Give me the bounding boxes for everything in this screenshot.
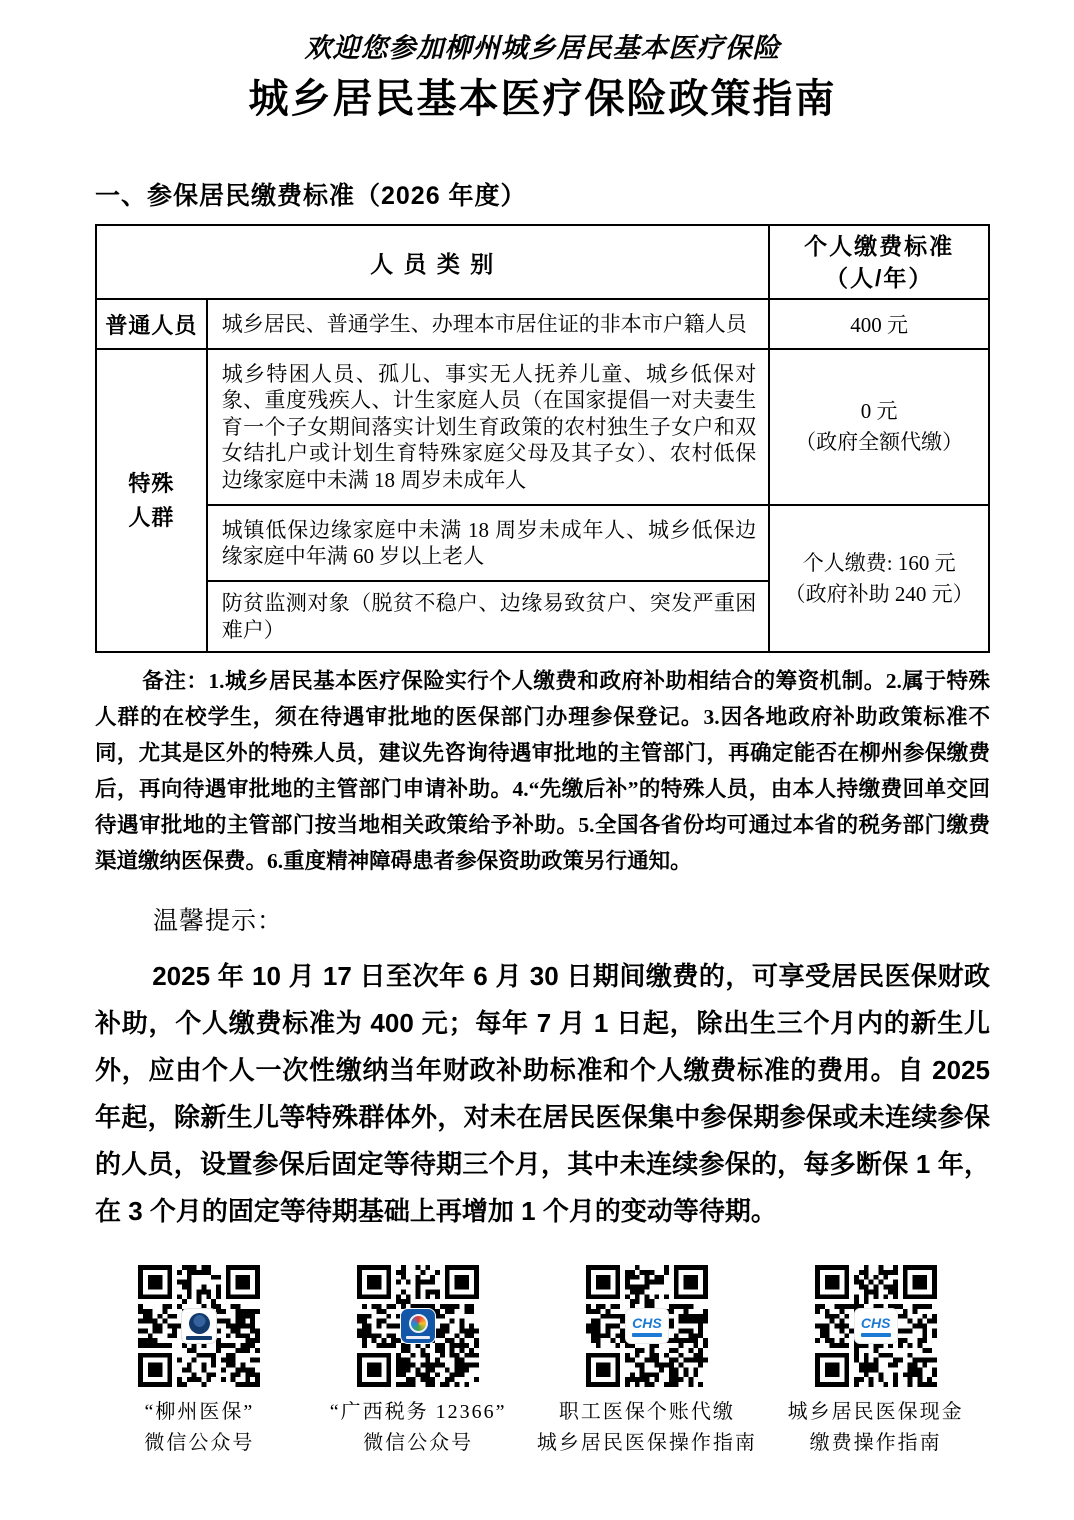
table-row-special-1 bbox=[96, 349, 989, 505]
liuzhou-medical-emblem-icon bbox=[189, 1313, 210, 1334]
special-detail-2: 城镇低保边缘家庭中未满 18 周岁未成年人、城乡低保边缘家庭中年满 60 岁以上老人 bbox=[207, 505, 770, 581]
special-payment-23-line2: （政府补助 240 元） bbox=[784, 581, 974, 606]
tips-heading: 温馨提示： bbox=[153, 907, 284, 935]
table-row-special-2 bbox=[96, 505, 989, 581]
column-header-payment-standard bbox=[769, 225, 989, 299]
ordinary-payment: 400 元 bbox=[769, 299, 989, 349]
qr-code-cash-payment-guide bbox=[815, 1265, 937, 1387]
chs-logo-textbar bbox=[632, 1333, 662, 1337]
qr-item-guangxi-tax bbox=[304, 1265, 533, 1459]
guangxi-tax-swirl-icon bbox=[409, 1314, 428, 1333]
special-payment-1-line1: 0 元 bbox=[860, 399, 898, 423]
payment-header-line1: 个人缴费标准 bbox=[804, 233, 955, 259]
qr-code-guangxi-tax bbox=[357, 1265, 479, 1387]
special-payment-23 bbox=[769, 505, 989, 652]
page-title: 城乡居民基本医疗保险政策指南 bbox=[248, 76, 837, 121]
chs-logo-text: CHS bbox=[860, 1314, 891, 1331]
special-payment-1 bbox=[769, 349, 989, 505]
qr-caption-line1: 职工医保个账代缴 bbox=[558, 1401, 735, 1423]
qr-item-cash-payment-guide bbox=[761, 1265, 990, 1459]
special-label-line2: 人群 bbox=[128, 504, 175, 530]
qr-item-employee-account-payment bbox=[533, 1265, 762, 1459]
chs-logo-icon bbox=[625, 1308, 669, 1344]
qr-code-liuzhou-yibao bbox=[138, 1265, 260, 1387]
liuzhou-medical-logo-icon bbox=[181, 1308, 217, 1344]
column-header-person-category: 人 员 类 别 bbox=[96, 225, 769, 299]
chs-logo-textbar bbox=[861, 1333, 891, 1337]
qr-caption-line2: 城乡居民医保操作指南 bbox=[536, 1432, 757, 1454]
special-group-label bbox=[96, 349, 207, 652]
table-header-row bbox=[96, 225, 989, 299]
qr-caption bbox=[533, 1397, 762, 1459]
guangxi-tax-logo-icon bbox=[400, 1308, 436, 1344]
ordinary-detail: 城乡居民、普通学生、办理本市居住证的非本市户籍人员 bbox=[207, 299, 770, 349]
qr-code-row bbox=[95, 1265, 990, 1459]
chs-logo-icon bbox=[854, 1308, 898, 1344]
special-label-line1: 特殊 bbox=[128, 470, 175, 496]
section-heading-payment-standard: 一、参保居民缴费标准（2026 年度） bbox=[95, 182, 527, 210]
qr-item-liuzhou-yibao bbox=[95, 1265, 304, 1459]
fee-standard-table bbox=[95, 224, 990, 653]
ordinary-label: 普通人员 bbox=[96, 299, 207, 349]
chs-logo-text: CHS bbox=[632, 1314, 662, 1331]
qr-caption-line1: 城乡居民医保现金 bbox=[787, 1401, 964, 1423]
qr-caption-line2: 微信公众号 bbox=[144, 1432, 255, 1454]
qr-caption bbox=[304, 1397, 533, 1459]
qr-code-employee-account-payment bbox=[586, 1265, 708, 1387]
table-notes: 备注：1.城乡居民基本医疗保险实行个人缴费和政府补助相结合的筹资机制。2.属于特殊人群的在校学生，须在待遇审批地的医保部门办理参保登记。3.因各地政府补助政策标准不同，尤其是区外的特殊人员，建议先咨询待遇审批地的主管部门，再确定能否在柳州参保缴费后，再向待遇审批地的主管部门申请补助。4.“先缴后补”的特殊人员，由本人持缴费回单交回待遇审批地的主管部门按当地相关政策给予补助。5.全国各省份均可通过本省的税务部门缴费渠道缴纳医保费。6.重度精神障碍患者参保资助政策另行通知。 bbox=[95, 669, 990, 873]
qr-caption-line1: “柳州医保” bbox=[144, 1401, 255, 1423]
qr-caption bbox=[95, 1397, 304, 1459]
special-detail-3: 防贫监测对象（脱贫不稳户、边缘易致贫户、突发严重困难户） bbox=[207, 581, 770, 652]
liuzhou-medical-logo-textbar bbox=[186, 1336, 212, 1340]
qr-caption-line1: “广西税务 12366” bbox=[329, 1401, 507, 1423]
welcome-line: 欢迎您参加柳州城乡居民基本医疗保险 bbox=[304, 33, 781, 63]
special-payment-23-line1: 个人缴费: 160 元 bbox=[802, 550, 956, 575]
guangxi-tax-logo-textbar bbox=[406, 1336, 430, 1339]
qr-caption-line2: 微信公众号 bbox=[363, 1432, 474, 1454]
special-payment-1-line2: （政府全额代缴） bbox=[795, 430, 964, 454]
special-detail-1: 城乡特困人员、孤儿、事实无人抚养儿童、城乡低保对象、重度残疾人、计生家庭人员（在国家提倡一对夫妻生育一个子女期间落实计划生育政策的农村独生子女户和双女结扎户或计划生育特殊家庭父母及其子女）、农村低保边缘家庭中未满 18 周岁未成年人 bbox=[207, 349, 770, 505]
payment-header-line2: （人/年） bbox=[824, 265, 934, 291]
table-row-ordinary bbox=[96, 299, 989, 349]
tips-body: 2025 年 10 月 17 日至次年 6 月 30 日期间缴费的，可享受居民医保财政补助，个人缴费标准为 400 元；每年 7 月 1 日起，除出生三个月内的新生儿外，应由个人一次性缴纳当年财政补助标准和个人缴费标准的费用。自 2025 年起，除新生儿等特殊群体外，对未在居民医保集中参保期参保或未连续参保的人员，设置参保后固定等待期三个月，其中未连续参保的，每多断保 1 年，在 3 个月的固定等待期基础上再增加 1 个月的变动等待期。 bbox=[95, 961, 990, 1226]
qr-caption-line2: 缴费操作指南 bbox=[809, 1432, 942, 1454]
qr-caption bbox=[761, 1397, 990, 1459]
